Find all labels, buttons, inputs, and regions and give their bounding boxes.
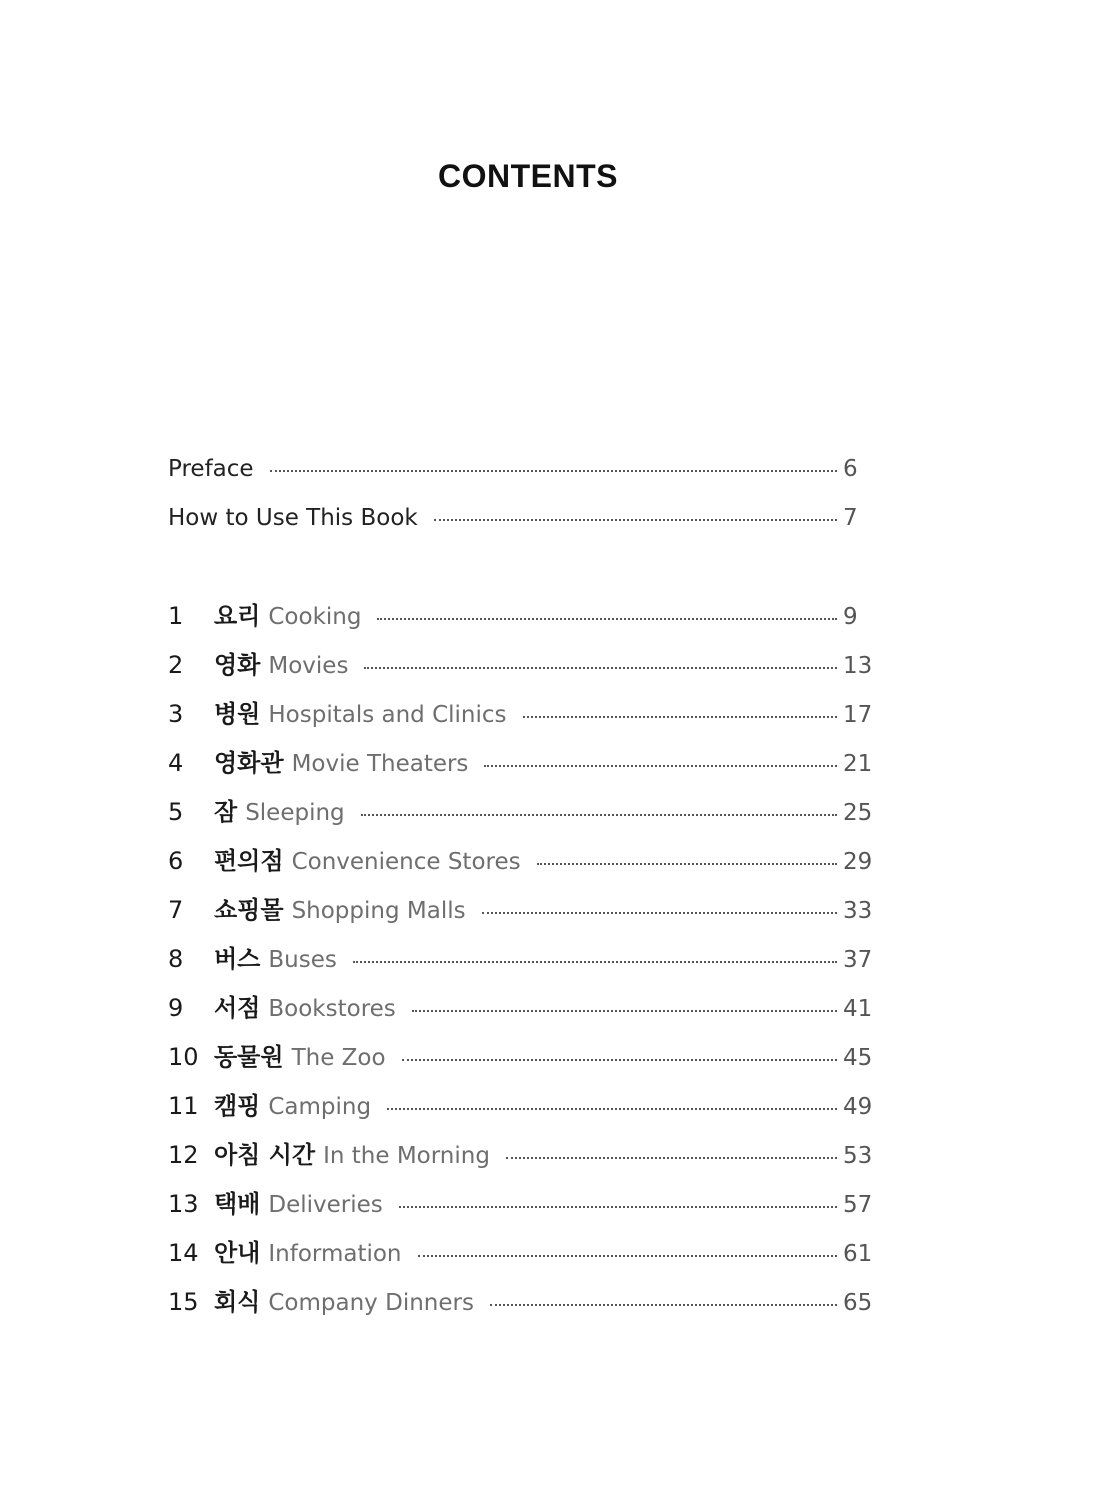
chapter-title-korean: 회식 (214, 1288, 261, 1316)
chapter-title-korean: 영화관 (214, 749, 284, 777)
chapter-entry[interactable] (168, 645, 873, 694)
page-number: 65 (843, 1290, 873, 1316)
page-number: 49 (843, 1094, 873, 1120)
page-number: 61 (843, 1241, 873, 1267)
chapter-number: 12 (168, 1141, 199, 1169)
chapter-title-korean: 버스 (214, 945, 261, 973)
chapter-entry[interactable] (168, 841, 873, 890)
page-number: 45 (843, 1045, 873, 1071)
chapter-title-english: Camping (268, 1094, 372, 1120)
dot-leader (399, 1206, 837, 1208)
dot-leader (523, 716, 837, 718)
chapter-title-korean: 편의점 (214, 847, 284, 875)
chapter-title-english: Company Dinners (268, 1290, 474, 1316)
chapter-entry[interactable] (168, 939, 873, 988)
chapter-entry[interactable] (168, 1184, 873, 1233)
chapter-title-english: Convenience Stores (291, 849, 521, 875)
chapter-title-korean: 택배 (214, 1190, 261, 1218)
chapter-entry[interactable] (168, 1282, 873, 1331)
chapter-title-english: Movie Theaters (291, 751, 469, 777)
chapter-entry[interactable] (168, 1135, 873, 1184)
dot-leader (402, 1059, 837, 1061)
dot-leader (434, 519, 837, 521)
chapter-number: 5 (168, 798, 184, 826)
dot-leader (490, 1304, 837, 1306)
chapter-number: 10 (168, 1043, 199, 1071)
chapter-title-korean: 요리 (214, 602, 261, 630)
entry-label: Preface (168, 456, 254, 482)
toc-entry-preface[interactable] (168, 449, 873, 498)
chapter-title-english: The Zoo (291, 1045, 386, 1071)
chapter-list (168, 596, 873, 1331)
chapter-entry[interactable] (168, 988, 873, 1037)
dot-leader (270, 470, 837, 472)
chapter-title-korean: 영화 (214, 651, 261, 679)
chapter-entry[interactable] (168, 890, 873, 939)
dot-leader (412, 1010, 837, 1012)
page-number: 57 (843, 1192, 873, 1218)
chapter-title-english: Deliveries (268, 1192, 383, 1218)
chapter-number: 3 (168, 700, 184, 728)
chapter-entry[interactable] (168, 1037, 873, 1086)
page-number: 7 (843, 505, 858, 531)
chapter-number: 4 (168, 749, 184, 777)
chapter-number: 8 (168, 945, 184, 973)
chapter-title-korean: 안내 (214, 1239, 261, 1267)
chapter-title-english: Hospitals and Clinics (268, 702, 507, 728)
page-title: CONTENTS (438, 158, 618, 194)
chapter-number: 1 (168, 602, 184, 630)
page-number: 6 (843, 456, 858, 482)
page-number: 25 (843, 800, 873, 826)
chapter-title-korean: 동물원 (214, 1043, 284, 1071)
chapter-number: 14 (168, 1239, 199, 1267)
dot-leader (482, 912, 837, 914)
chapter-entry[interactable] (168, 1086, 873, 1135)
page-number: 37 (843, 947, 873, 973)
dot-leader (361, 814, 837, 816)
chapter-entry[interactable] (168, 694, 873, 743)
chapter-number: 15 (168, 1288, 199, 1316)
chapter-title-english: Cooking (268, 604, 362, 630)
chapter-number: 11 (168, 1092, 199, 1120)
entry-label: How to Use This Book (168, 505, 418, 531)
chapter-entry[interactable] (168, 596, 873, 645)
page-number: 29 (843, 849, 873, 875)
page-number: 53 (843, 1143, 873, 1169)
chapter-number: 7 (168, 896, 184, 924)
dot-leader (364, 667, 837, 669)
chapter-title-english: Information (268, 1241, 402, 1267)
chapter-title-english: Sleeping (245, 800, 345, 826)
page-number: 21 (843, 751, 873, 777)
page-number: 9 (843, 604, 858, 630)
dot-leader (484, 765, 837, 767)
dot-leader (537, 863, 837, 865)
toc-entry-how-to-use[interactable] (168, 498, 873, 547)
chapter-number: 9 (168, 994, 184, 1022)
chapter-title-korean: 서점 (214, 994, 261, 1022)
chapter-number: 6 (168, 847, 184, 875)
page-number: 33 (843, 898, 873, 924)
dot-leader (387, 1108, 837, 1110)
chapter-title-korean: 병원 (214, 700, 261, 728)
chapter-title-korean: 아침 시간 (214, 1141, 316, 1169)
chapter-title-korean: 캠핑 (214, 1092, 261, 1120)
page-number: 13 (843, 653, 873, 679)
dot-leader (418, 1255, 837, 1257)
chapter-entry[interactable] (168, 1233, 873, 1282)
chapter-number: 13 (168, 1190, 199, 1218)
front-matter-list (168, 449, 873, 547)
chapter-entry[interactable] (168, 792, 873, 841)
page-number: 17 (843, 702, 873, 728)
chapter-number: 2 (168, 651, 184, 679)
chapter-title-english: In the Morning (323, 1143, 490, 1169)
chapter-title-english: Buses (268, 947, 337, 973)
chapter-title-korean: 쇼핑몰 (214, 896, 284, 924)
page-number: 41 (843, 996, 873, 1022)
chapter-title-english: Bookstores (268, 996, 396, 1022)
chapter-entry[interactable] (168, 743, 873, 792)
chapter-title-english: Movies (268, 653, 349, 679)
chapter-title-korean: 잠 (214, 798, 238, 826)
dot-leader (377, 618, 837, 620)
dot-leader (506, 1157, 837, 1159)
chapter-title-english: Shopping Malls (291, 898, 466, 924)
dot-leader (353, 961, 837, 963)
